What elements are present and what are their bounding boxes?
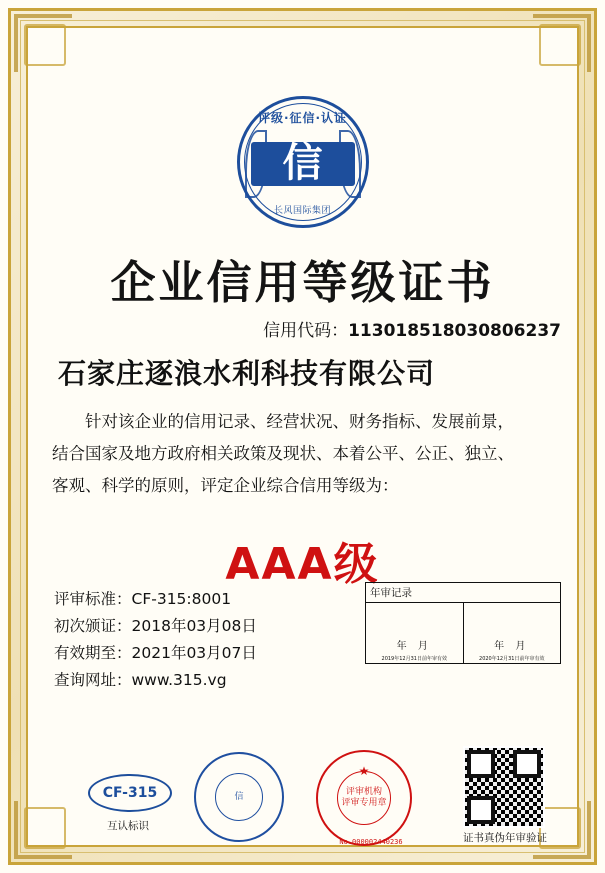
cf315-badge-icon: CF-315 xyxy=(88,774,172,812)
blue-company-seal-icon xyxy=(194,752,284,842)
annual-review-year-month: 年 月 xyxy=(396,641,432,652)
emblem-top-text: 评级·征信·认证 xyxy=(257,111,348,125)
red-seal-line-1: 评审机构 xyxy=(345,787,382,797)
qr-eye-top-left xyxy=(467,750,495,778)
emblem-bottom-text: 长风国际集团 xyxy=(273,206,331,216)
company-name: 石家庄逐浪水利科技有限公司 xyxy=(58,357,436,390)
annual-review-fineprint: 2019年12月31日前年审有效 xyxy=(381,656,447,662)
credit-code-label: 信用代码： xyxy=(263,321,349,341)
blue-seal-inner-text: 信 xyxy=(215,773,263,821)
qr-code-icon[interactable] xyxy=(463,746,545,828)
seal-row xyxy=(34,746,571,846)
annual-review-cell xyxy=(463,603,561,663)
annual-review-fineprint: 2020年12月31日前年审有效 xyxy=(479,656,545,662)
qr-eye-bottom-left xyxy=(467,796,495,824)
annual-review-box xyxy=(365,582,561,664)
annual-review-header: 年审记录 xyxy=(366,583,560,603)
cf315-caption: 互认标识 xyxy=(107,820,149,832)
credit-code xyxy=(263,316,561,341)
body-line-3: 客观、科学的原则，评定企业综合信用等级为： xyxy=(52,476,399,495)
certificate-meta xyxy=(54,586,257,694)
qr-eye-top-right xyxy=(513,750,541,778)
emblem-center-character: 信 xyxy=(282,140,323,186)
annual-review-cells xyxy=(366,603,560,663)
red-seal-serial: No.000002440236 xyxy=(339,838,403,846)
meta-valid-until: 有效期至：2021年03月07日 xyxy=(54,644,257,662)
body-line-2: 结合国家及地方政府相关政策及现状、本着公平、公正、独立、 xyxy=(52,444,514,463)
agency-emblem-icon xyxy=(237,96,369,228)
red-seal-inner xyxy=(337,771,391,825)
annual-review-year-month: 年 月 xyxy=(494,641,530,652)
certificate-body xyxy=(52,406,557,502)
credit-grade: AAA级 xyxy=(225,539,380,590)
meta-website: 查询网址：www.315.vg xyxy=(54,671,227,689)
seal-star-icon: ★ xyxy=(358,764,370,778)
credit-code-value: 113018518030806237 xyxy=(348,321,561,341)
body-line-1: 针对该企业的信用记录、经营状况、财务指标、发展前景， xyxy=(85,412,514,431)
meta-standard: 评审标准：CF-315:8001 xyxy=(54,590,232,608)
page-title: 企业信用等级证书 xyxy=(110,256,495,309)
annual-review-cell xyxy=(366,603,463,663)
red-review-seal-icon xyxy=(316,750,412,846)
meta-first-issue: 初次颁证：2018年03月08日 xyxy=(54,617,257,635)
certificate-content xyxy=(34,34,571,846)
red-seal-line-2: 评审专用章 xyxy=(341,798,387,808)
qr-caption: 证书真伪年审验证 xyxy=(463,832,547,844)
